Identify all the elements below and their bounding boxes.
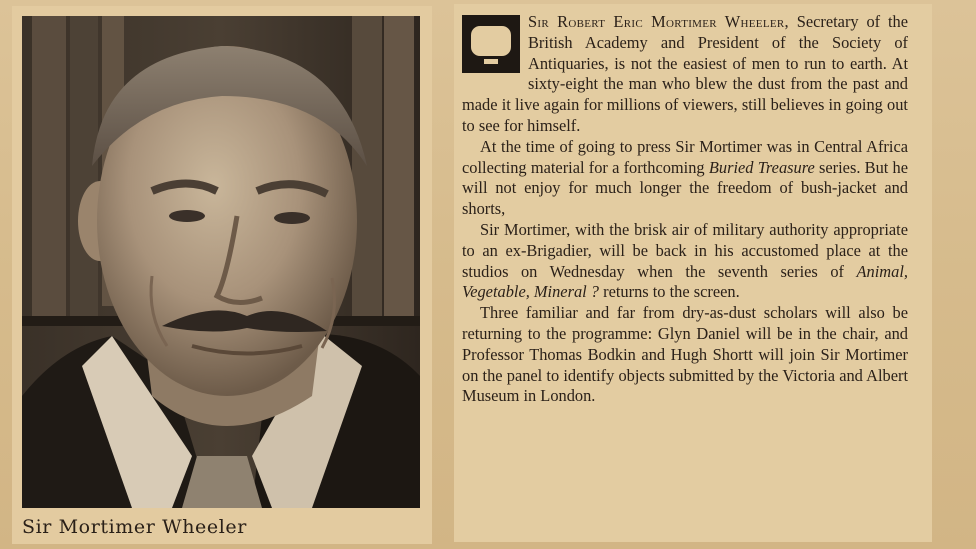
programme-title-animal-vegetable-mineral: Animal, Vegetable, Mineral ? xyxy=(462,261,908,302)
article-paragraph-4: Three familiar and far from dry-as-dust scholars will also be returning to the programme: Glyn Daniel will be in the chair, and Professor Thomas Bodkin and Hugh Shortt will join Sir Mortimer on the panel to identify objects submitted by the Victoria and Albert Museum in London. xyxy=(462,303,908,406)
article-paragraph-3-text-b: returns to the screen. xyxy=(603,282,740,302)
photo-caption: Sir Mortimer Wheeler xyxy=(22,516,247,538)
article-clipping xyxy=(454,4,932,542)
article-paragraph-1-text: Secretary of the British Academy and President of the Society of Antiquaries, is not the easiest of men to run to earth. At sixty-eight the man who blew the dust from the past and made it live again for millions of viewers, still believes in going out to see for himself. xyxy=(462,12,908,135)
portrait-illustration xyxy=(22,16,420,508)
portrait-photo xyxy=(22,16,420,508)
programme-title-buried-treasure: Buried Treasure xyxy=(708,157,815,177)
article-paragraph-1 xyxy=(462,12,908,137)
article-body xyxy=(462,12,908,407)
article-paragraph-2 xyxy=(462,137,908,220)
article-lead-name: Sir Robert Eric Mortimer Wheeler, xyxy=(528,12,789,31)
article-paragraph-2-text-b: series. But he will not enjoy for much longer the freedom of bush-jacket and shorts, xyxy=(462,157,909,219)
television-icon xyxy=(462,15,520,73)
photo-clipping xyxy=(12,6,432,544)
article-paragraph-2-text-a: At the time of going to press Sir Mortimer was in Central Africa collecting material for a forthcoming xyxy=(462,136,908,177)
article-paragraph-3 xyxy=(462,220,908,303)
article-paragraph-3-text-a: Sir Mortimer, with the brisk air of military authority appropriate to an ex-Brigadier, will be back in his accustomed place at the studios on Wednesday when the seventh series of xyxy=(462,219,908,281)
